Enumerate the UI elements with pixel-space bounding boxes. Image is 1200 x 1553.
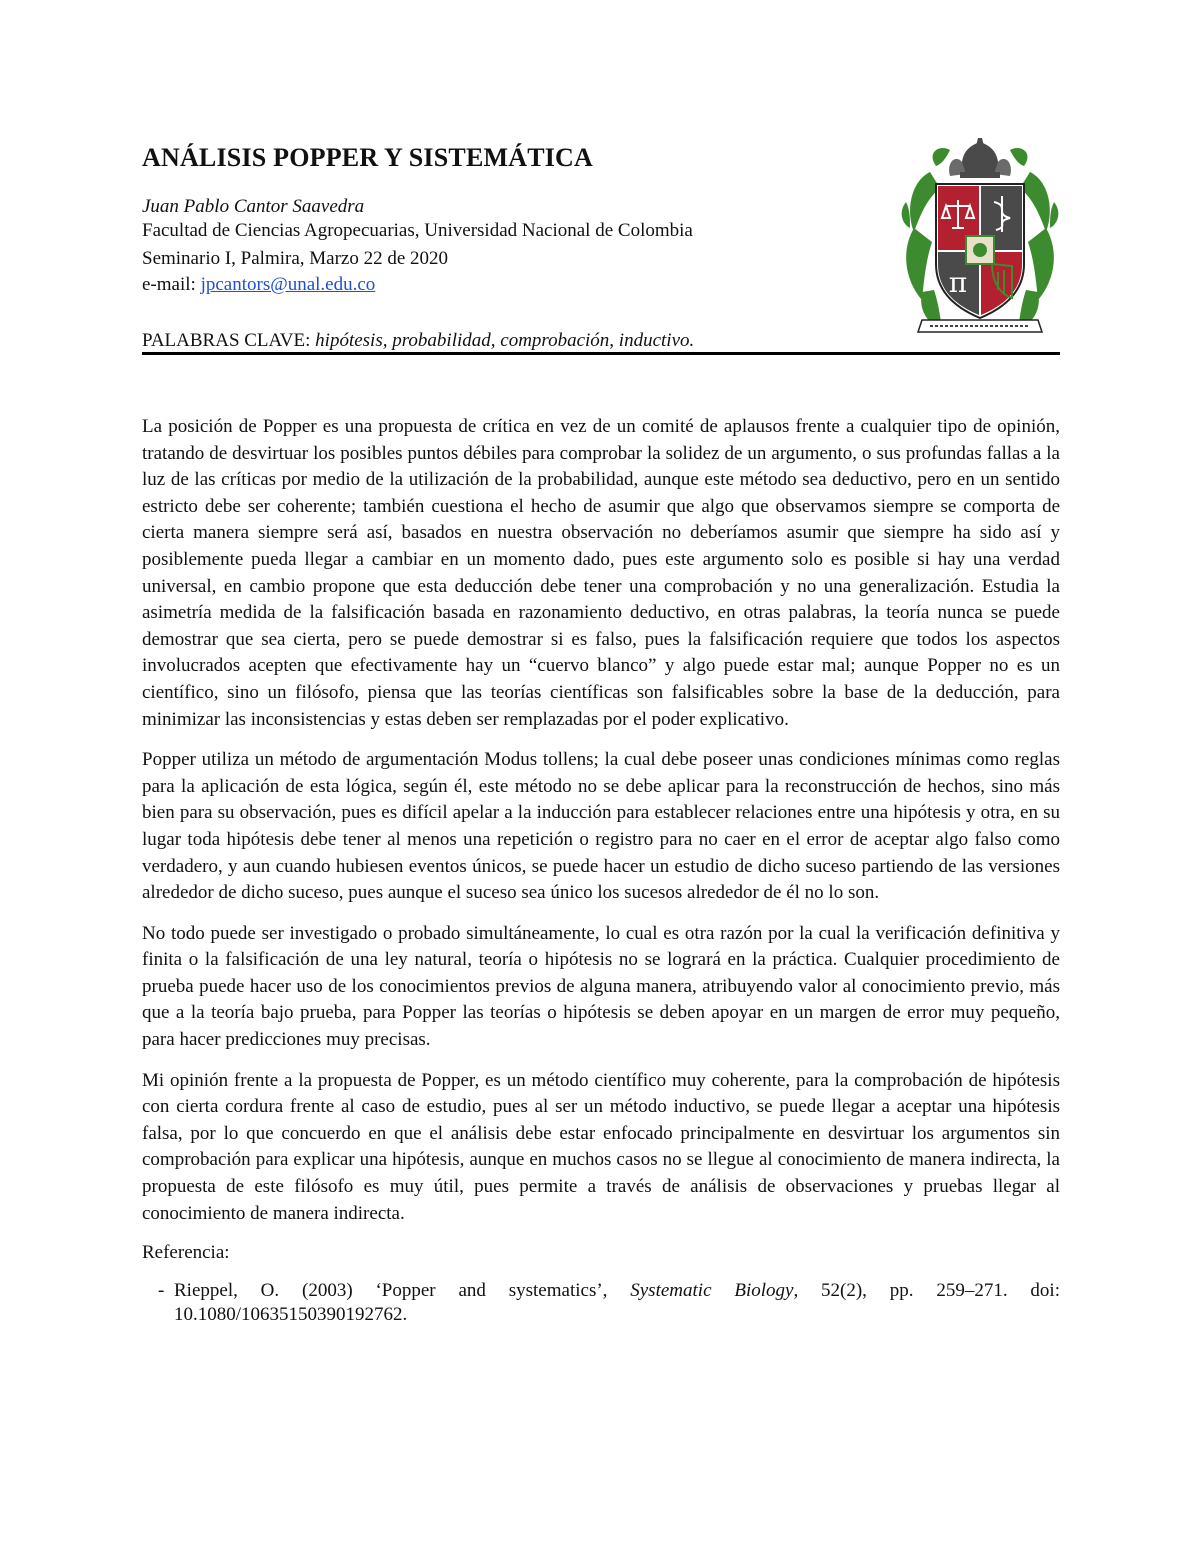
header-divider bbox=[142, 352, 1060, 355]
affiliation: Facultad de Ciencias Agropecuarias, Universidad Nacional de Colombia bbox=[142, 220, 693, 241]
paragraph: Mi opinión frente a la propuesta de Popper, es un método científico muy coherente, para la comprobación de hipótesis con cierta cordura frente al caso de estudio, pues al ser un método inductivo, se puede llegar a aceptar una hipótesis falsa, por lo que concuerdo en que el análisis debe estar enfocado principalmente en desvirtuar los argumentos sin comprobación para explicar una hipótesis, aunque en muchos casos no se llegue al conocimiento de manera indirecta, la propuesta de este filósofo es muy útil, pues permite a través de análisis de observaciones y pruebas llegar al conocimiento de manera indirecta. bbox=[142, 1069, 1060, 1224]
keywords-label: PALABRAS CLAVE: bbox=[142, 330, 316, 351]
paragraph: Popper utiliza un método de argumentación Modus tollens; la cual debe poseer unas condiciones mínimas como reglas para la aplicación de esta lógica, según él, este método no se debe aplicar para la reconstrucción de hechos, sino más bien para su observación, pues es difícil apelar a la inducción para establecer relaciones entre una hipótesis y otra, en su lugar toda hipótesis debe tener al menos una repetición o registro para no caer en el error de aceptar algo falso como verdadero, y aun cuando hubiesen eventos únicos, se puede hacer un estudio de dicho suceso partiendo de las versiones alrededor de dicho suceso, pues aunque el suceso sea único los sucesos alrededor de él no lo son. bbox=[142, 749, 1060, 904]
ribbon bbox=[918, 320, 1042, 332]
document-page bbox=[142, 0, 1060, 1326]
references-section bbox=[142, 1241, 1060, 1327]
reference-journal: Systematic Biology bbox=[630, 1280, 794, 1302]
email-link[interactable]: jpcantors@unal.edu.co bbox=[200, 274, 376, 295]
document-title: ANÁLISIS POPPER Y SISTEMÁTICA bbox=[142, 143, 594, 172]
paragraph: No todo puede ser investigado o probado simultáneamente, lo cual es otra razón por la cual la verificación definitiva y finita o la falsificación de una ley natural, teoría o hipótesis no se logrará en la práctica. Cualquier procedimiento de prueba puede hacer uso de los conocimientos previos de alguna manera, atribuyendo valor al conocimiento previo, más que a la teoría bajo prueba, para Popper las teorías o hipótesis se deben apoyar en un margen de error muy pequeño, para hacer predicciones muy precisas. bbox=[142, 922, 1060, 1051]
paragraph: La posición de Popper es una propuesta de crítica en vez de un comité de aplausos frente a cualquier tipo de opinión, tratando de desvirtuar los posibles puntos débiles para comprobar la solidez de un argumento, o sus profundas fallas a la luz de las críticas por medio de la utilización de la probabilidad, aunque este método sea deductivo, pero en un sentido estricto debe ser coherente; también cuestiona el hecho de asumir que algo que observamos siempre se comporta de cierta manera siempre será así, basados en nuestra observación no deberíamos asumir que siempre ha sido así y posiblemente pueda llegar a cambiar en un momento dado, pues este argumento solo es posible si hay una verdad universal, en cambio propone que esta deducción debe tener una comprobación y no una generalización. Estudia la asimetría medida de la falsificación basada en razonamiento deductivo, en otras palabras, la teoría nunca se puede demostrar que sea cierta, pero se puede demostrar si es falso, pues la falsificación requiere que todos los aspectos involucrados acepten que efectivamente hay un “cuervo blanco” y algo puede estar mal; aunque Popper no es un científico, sino un filósofo, piensa que las teorías científicas son falsificables sobre la base de la deducción, para minimizar las inconsistencias y estas deben ser remplazadas por el poder explicativo. bbox=[142, 416, 1060, 730]
list-bullet: - bbox=[158, 1280, 165, 1302]
author-name: Juan Pablo Cantor Saavedra bbox=[142, 196, 365, 217]
seminar-info: Seminario I, Palmira, Marzo 22 de 2020 bbox=[142, 248, 449, 269]
references-heading: Referencia: bbox=[142, 1242, 230, 1264]
document-body bbox=[142, 414, 1060, 1327]
references-list bbox=[142, 1279, 1060, 1327]
keywords-line bbox=[142, 330, 694, 352]
document-header bbox=[142, 0, 1060, 356]
pi-symbol: π bbox=[948, 266, 968, 299]
email-line bbox=[142, 274, 375, 296]
shield bbox=[936, 184, 1024, 318]
reference-suffix: , 52(2), pp. 259–271. doi: 10.1080/10635150390192762. bbox=[174, 1280, 1060, 1326]
eagle-icon bbox=[949, 138, 1011, 178]
reference-item bbox=[160, 1279, 1060, 1327]
keywords-terms: hipótesis, probabilidad, comprobación, inductivo. bbox=[315, 330, 695, 351]
university-crest-icon bbox=[900, 132, 1060, 344]
reference-prefix: Rieppel, O. (2003) ‘Popper and systematics’, bbox=[174, 1280, 631, 1302]
email-label: e-mail: bbox=[142, 274, 201, 295]
